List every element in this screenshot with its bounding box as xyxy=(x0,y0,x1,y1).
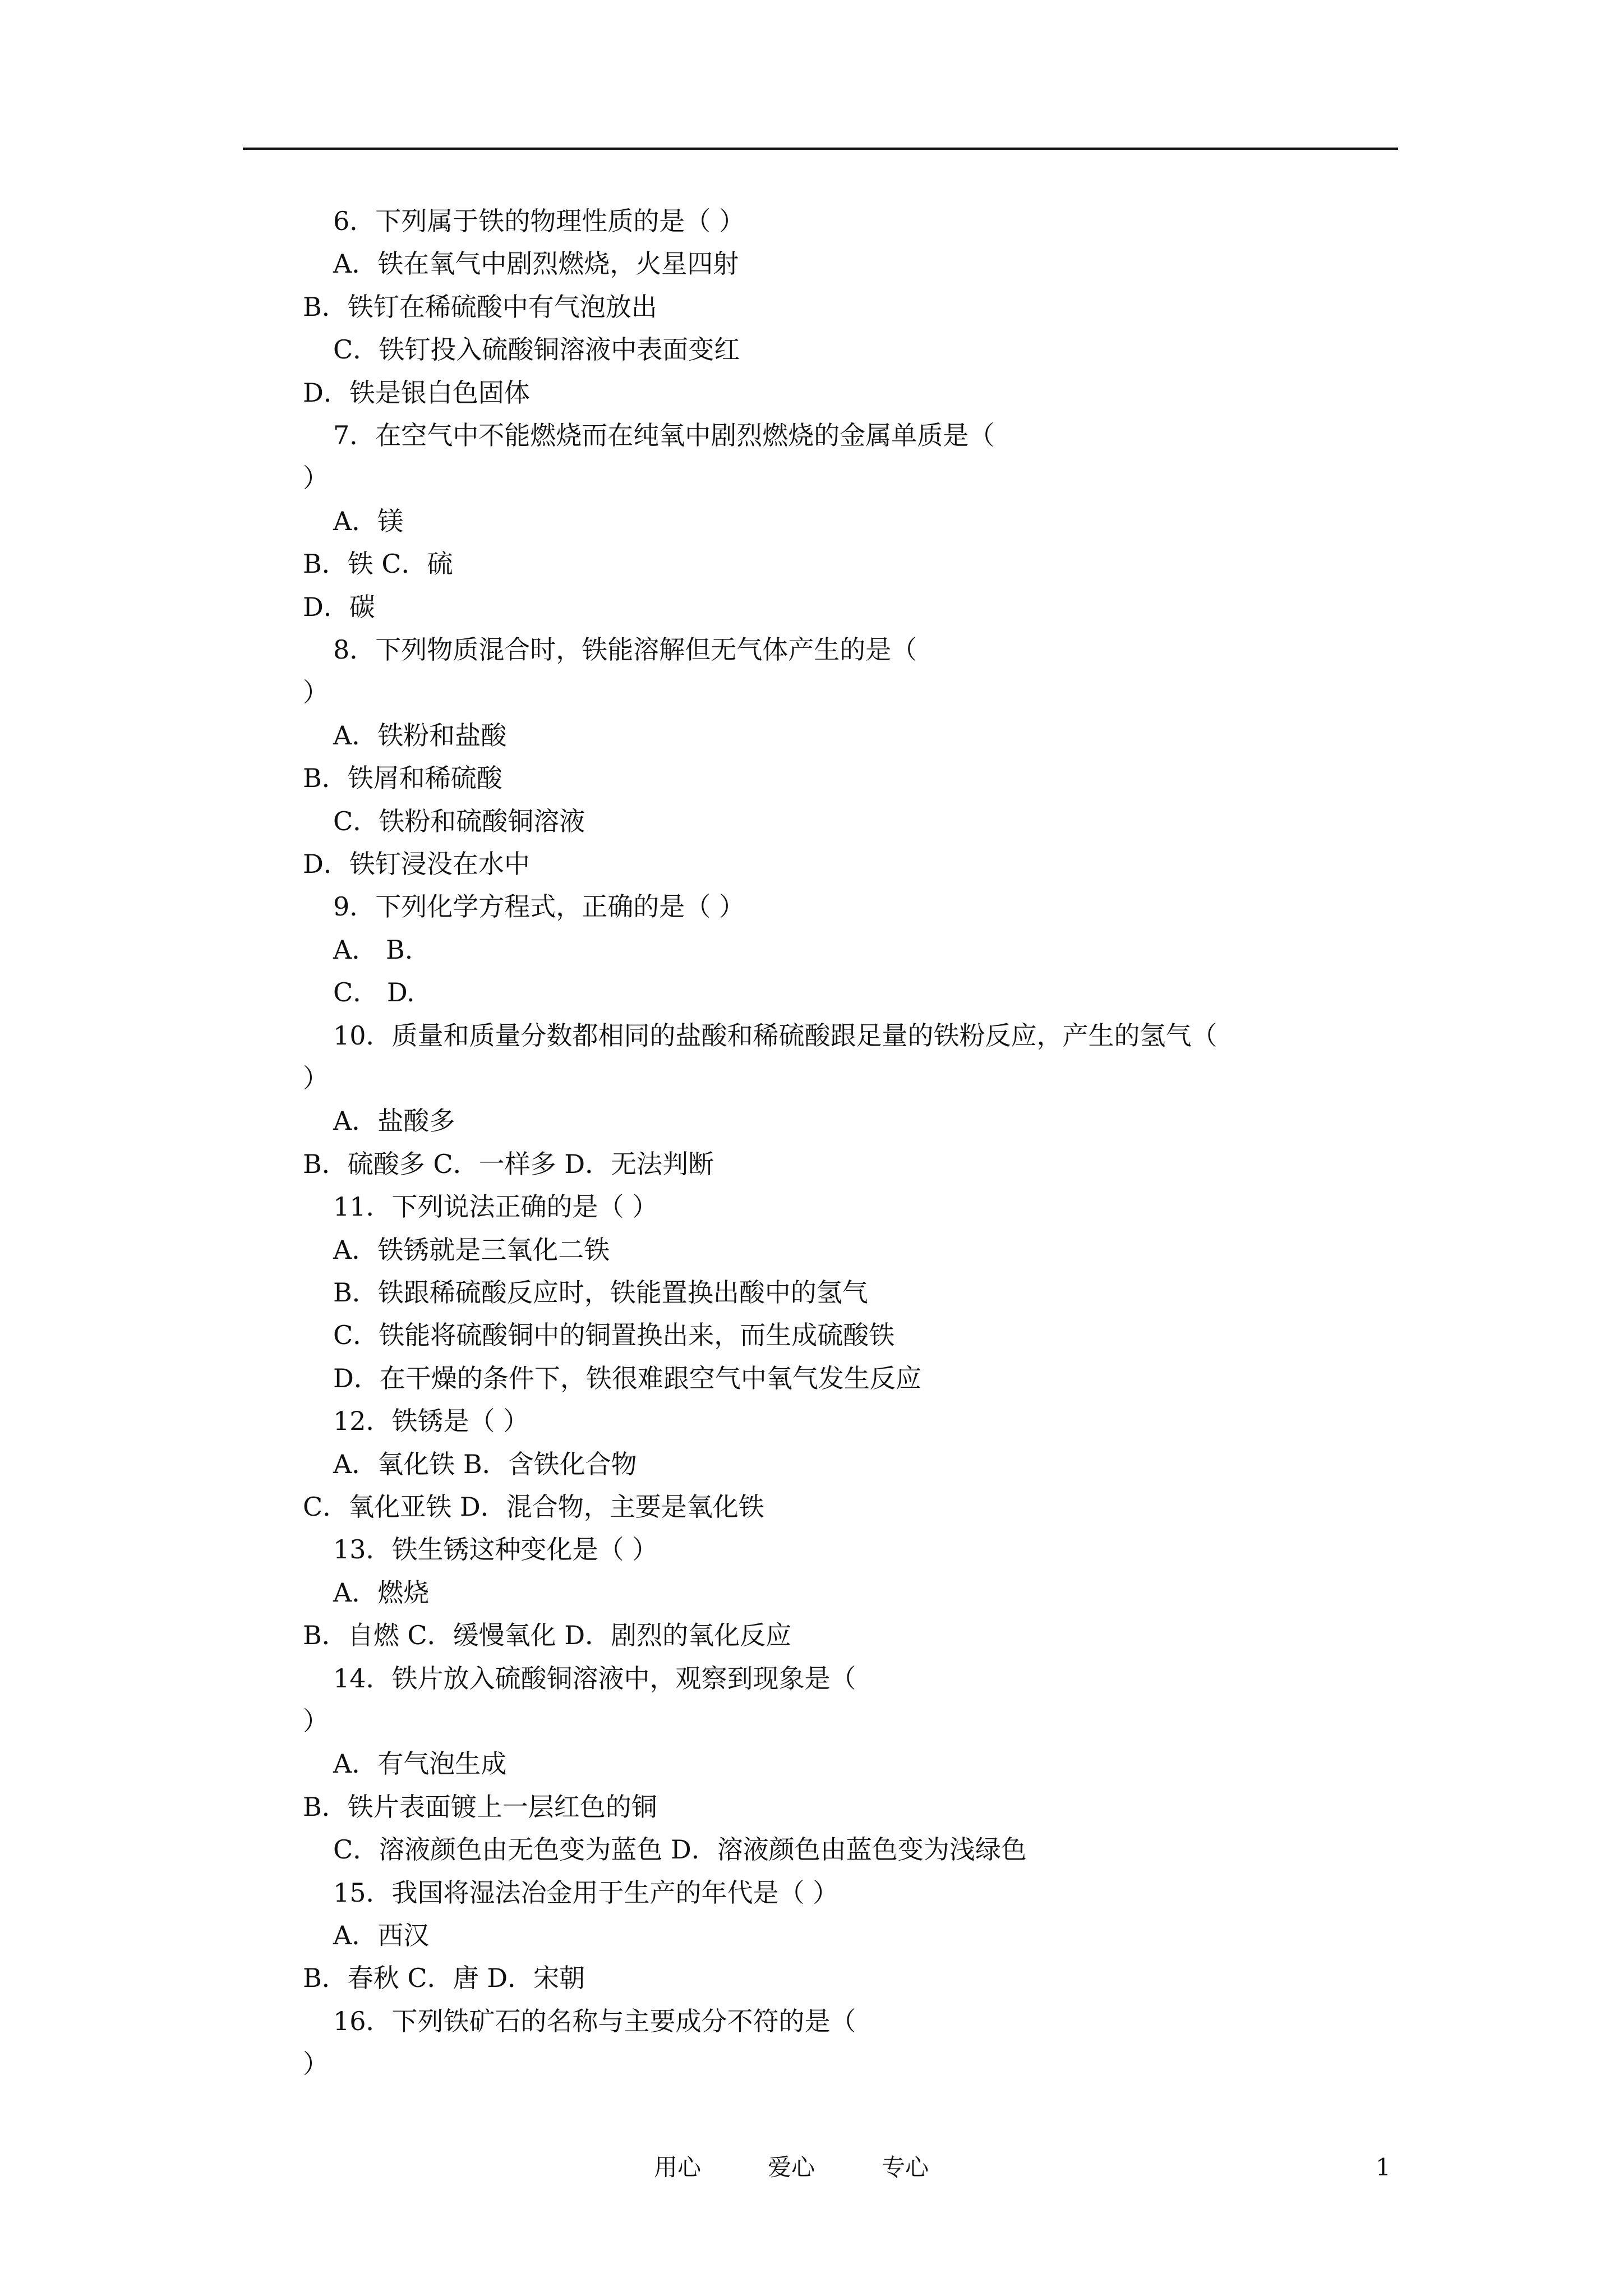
text-line: 12．铁锈是（ ） xyxy=(333,1406,529,1436)
text-line: B．自燃 C．缓慢氧化 D．剧烈的氧化反应 xyxy=(303,1620,792,1650)
text-line: A．西汉 xyxy=(333,1920,430,1950)
text-line: C．氧化亚铁 D．混合物，主要是氧化铁 xyxy=(303,1492,764,1522)
text-line: C．铁钉投入硫酸铜溶液中表面变红 xyxy=(333,334,740,365)
text-line: 15．我国将湿法冶金用于生产的年代是（ ） xyxy=(333,1878,839,1908)
text-line: C． D. xyxy=(333,977,415,1007)
footer-word-3: 专心 xyxy=(882,2154,929,2181)
footer-word-1: 用心 xyxy=(654,2154,702,2181)
text-line: C．溶液颜色由无色变为蓝色 D．溶液颜色由蓝色变为浅绿色 xyxy=(333,1834,1027,1865)
text-line: A．铁锈就是三氧化二铁 xyxy=(333,1235,610,1265)
text-line: D．铁钉浸没在水中 xyxy=(303,849,530,879)
text-line: 6．下列属于铁的物理性质的是（ ） xyxy=(333,206,745,236)
text-line: A．盐酸多 xyxy=(333,1106,455,1136)
text-line: D．碳 xyxy=(303,592,375,622)
text-line: ） xyxy=(303,2049,329,2079)
text-line: ） xyxy=(303,463,329,493)
text-line: 9．下列化学方程式，正确的是（ ） xyxy=(333,891,745,922)
text-line: D．在干燥的条件下，铁很难跟空气中氧气发生反应 xyxy=(333,1363,921,1393)
page-number: 1 xyxy=(1376,2154,1391,2181)
text-line: 10．质量和质量分数都相同的盐酸和稀硫酸跟足量的铁粉反应，产生的氢气（ xyxy=(333,1020,1218,1051)
text-line: 13．铁生锈这种变化是（ ） xyxy=(333,1534,658,1565)
text-line: A．有气泡生成 xyxy=(333,1749,507,1779)
text-line: ） xyxy=(303,677,329,707)
text-line: A． B. xyxy=(333,935,413,965)
text-line: ） xyxy=(303,1706,329,1736)
text-line: A．燃烧 xyxy=(333,1577,430,1608)
text-line: B．铁片表面镀上一层红色的铜 xyxy=(303,1792,657,1822)
text-line: ） xyxy=(303,1063,329,1093)
text-line: B．铁钉在稀硫酸中有气泡放出 xyxy=(303,292,657,322)
text-line: A．铁粉和盐酸 xyxy=(333,720,507,751)
text-line: B．硫酸多 C．一样多 D．无法判断 xyxy=(303,1149,714,1179)
footer-word-2: 爱心 xyxy=(768,2154,815,2181)
text-line: B．铁 C．硫 xyxy=(303,549,453,579)
text-line: A．氧化铁 B．含铁化合物 xyxy=(333,1449,637,1479)
text-line: 14．铁片放入硫酸铜溶液中，观察到现象是（ xyxy=(333,1663,856,1694)
text-line: C．铁粉和硫酸铜溶液 xyxy=(333,806,585,836)
text-line: 8．下列物质混合时，铁能溶解但无气体产生的是（ xyxy=(333,634,917,665)
text-line: B．铁屑和稀硫酸 xyxy=(303,763,502,793)
text-line: B．春秋 C．唐 D．宋朝 xyxy=(303,1963,585,1993)
text-line: 11．下列说法正确的是（ ） xyxy=(333,1191,658,1222)
text-line: 16．下列铁矿石的名称与主要成分不符的是（ xyxy=(333,2006,856,2036)
text-line: C．铁能将硫酸铜中的铜置换出来，而生成硫酸铁 xyxy=(333,1320,895,1350)
text-line: B．铁跟稀硫酸反应时，铁能置换出酸中的氢气 xyxy=(333,1277,868,1308)
text-line: A．镁 xyxy=(333,506,404,536)
text-line: A．铁在氧气中剧烈燃烧，火星四射 xyxy=(333,249,739,279)
header-rule xyxy=(243,148,1398,150)
text-line: 7．在空气中不能燃烧而在纯氧中剧烈燃烧的金属单质是（ xyxy=(333,420,995,450)
text-line: D．铁是银白色固体 xyxy=(303,378,530,408)
